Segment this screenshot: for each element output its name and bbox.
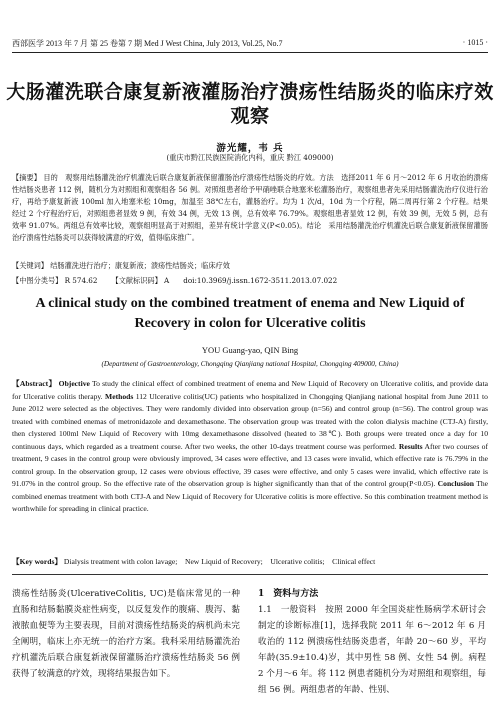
methods-body-text: 1.1 一般资料 按照 2000 年全国炎症性肠病学术研讨会制定的诊断标准[1]，选择我院 2011 年 6～2012 年 6 月收治的 112 例溃疡性结肠炎患者，年龄 20～60 岁，平均年龄(35.9±10.4)岁，其中男性 58 例、女性 54 例。病程 2 个月～6 年。将 112 例患者随机分为对照组和观察组，每组 56 例。两组患者的年龄、性别、: [258, 605, 486, 695]
objective-label: Objective: [58, 379, 90, 388]
methods-text: 112 Ulcerative colitis(UC) patients who hospitalized in Chongqing Qianjiang national hospital from June 2011 to June 2012 were selected as the objectives. They were randomly divided into observation group (n=56) and control group (n=56). The control group was treated with combined enemas of metronidazole and dexamethasone. The observation group was treated with the colon dialysis machine (CTJ-A) firstly, then clystered 100ml New Liquid of Recovery with 10mg dexamethasone dissolved (heated to 38℃). Both groups were treated once a day for 10 continuous days, which regarded as a treatment course. After two weeks, the other 10-days treatment course was performed.: [12, 391, 488, 451]
objective-text: To study the clinical effect of combined treatment of enema and New Liquid of Recovery on Ulcerative colitis, and provide data for Ulcerative colitis therapy.: [12, 379, 489, 401]
keywords-text: Dialysis treatment with colon lavage; New Liquid of Recovery; Ulcerative colitis; Clinical effect: [63, 557, 376, 566]
abstract-label: 【Abstract】: [12, 379, 57, 388]
section-heading: 1 资料与方法: [258, 589, 319, 599]
affiliation-chinese: (重庆市黔江民族医院消化内科，重庆 黔江 409000): [166, 153, 334, 162]
affiliation-english: (Department of Gastroenterology, Chongqing Qianjiang national Hospital, Chongqing 409000, China): [101, 360, 399, 368]
clc-number: 【中图分类号】 R 574.62: [12, 276, 98, 285]
abstract-chinese: 【摘要】 目的 观察用结肠灌洗治疗机灌洗后联合康复新液保留灌肠治疗溃疡性结肠炎的疗效。方法 选择2011 年 6 月～2012 年 6 月收治的溃疡性结肠炎患者 112 例，随机分为对照组和观察组各 56 例。对照组患者给予甲硝唑联合地塞米松灌肠治疗，观察组患者先采用结肠灌洗治疗仪进行治疗，再给予康复新液 100ml 加入地塞米松 10mg，加温至 38℃左右，灌肠治疗。均为 1 次/d，10d 为一个疗程，隔二周再行第 2 个疗程。结果 经过 2 个疗程治疗后，对照组患者显效 9 例，有效 34 例，无效 13 例，总有效率 76.79%。观察组患者显效 12 例，有效 39 例，无效 5 例，总有效率 91.07%。两组总有效率比较，观察组明显高于对照组，差异有统计学意义(P<0.05)。结论 采用结肠灌洗治疗机灌洗后联合康复新液保留灌肠治疗溃疡性结肠炎可以获得较满意的疗效，值得临床推广。: [12, 173, 496, 242]
journal-citation: 西部医学 2013 年 7 月 第 25 卷第 7 期 Med J West China, July 2013, Vol.25, No.7: [12, 39, 283, 48]
body-column-left: [12, 586, 240, 682]
header-rule: [12, 52, 488, 53]
methods-label: Methods: [105, 391, 134, 401]
results-text: After two courses of treatment, 9 cases in the control group were obviously improved, 34 cases were effective, and 13 cases were invalid, which effective rate is 76.79% in the control group. In the observation group, 12 cases were obvious effective, 39 cases were effective, and only 5 cases were invalid, which effective rate is 91.07% in the control group. So the effective rate of the observation group is higher significantly than that of the control group(P<0.05).: [12, 441, 488, 488]
abstract-english: [12, 378, 488, 516]
title-chinese: 大肠灌洗联合康复新液灌肠治疗溃疡性结肠炎的临床疗效观察: [6, 81, 494, 127]
keywords-label: 【Key words】: [12, 557, 62, 566]
document-code: 【文献标识码】 A: [111, 276, 170, 285]
keywords-english: [12, 556, 488, 567]
authors-chinese: 游光耀，韦 兵: [216, 143, 284, 154]
running-header: [12, 38, 488, 84]
section-divider: [12, 574, 488, 575]
keywords-chinese: 【关键词】 结肠灌洗进行治疗；康复新液；溃疡性结肠炎；临床疗效: [12, 261, 230, 270]
classification-info: [12, 276, 488, 286]
introduction-text: 溃疡性结肠炎(UlcerativeColitis, UC)是临床常见的一种直肠和结肠黏膜炎症性病变，以反复发作的腹痛、腹泻、黏液脓血便等为主要表现，目前对溃疡性结肠炎的病机尚未完全阐明，临床上亦无统一的治疗方案。我科采用结肠灌洗治疗机灌洗后联合康复新液保留灌肠治疗溃疡性结肠炎 56 例获得了较满意的疗效，现将结果报告如下。: [12, 589, 240, 679]
results-label: Results: [398, 441, 423, 451]
conclusion-text: The combined enemas treatment with both CTJ-A and New Liquid of Recovery for Ulcerative colitis is more effective. So this combination treatment method is worthwhile for spreading in clinical practice.: [12, 479, 488, 513]
title-english: A clinical study on the combined treatment of enema and New Liquid of Recovery in colon for Ulcerative colitis: [35, 296, 465, 331]
body-column-right: [258, 586, 486, 698]
authors-english: YOU Guang-yao, QIN Bing: [201, 345, 299, 355]
page-number: · 1015 ·: [462, 38, 488, 47]
doi: doi:10.3969/j.issn.1672-3511.2013.07.022: [183, 276, 338, 285]
conclusion-label: Conclusion: [437, 479, 474, 488]
